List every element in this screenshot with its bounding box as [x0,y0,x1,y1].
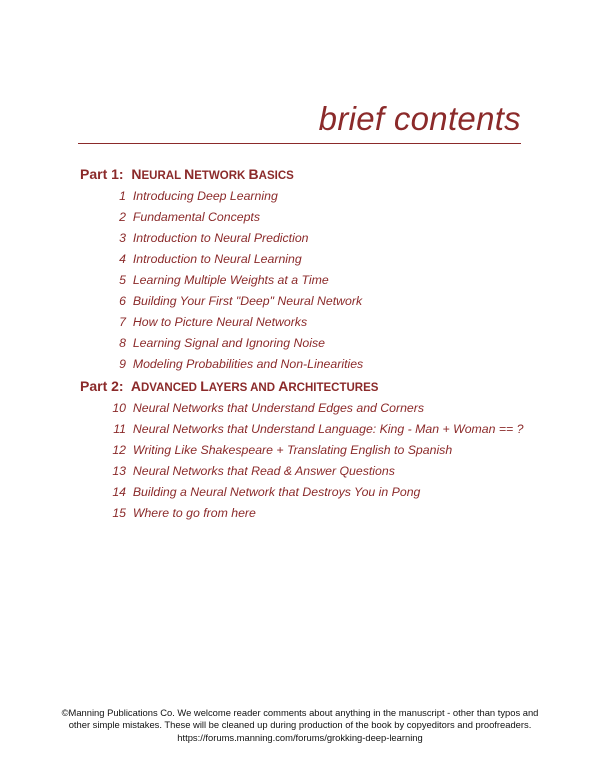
chapter-title: Building Your First "Deep" Neural Network [132,294,363,308]
chapter-entry[interactable] [110,506,256,520]
chapter-number: 10 [112,401,126,415]
chapter-title: Neural Networks that Understand Language: King - Man + Woman == ? [132,422,524,436]
part-1-letter-3: B [248,166,259,182]
chapter-title: Building a Neural Network that Destroys You in Pong [132,485,421,499]
chapter-title: Introduction to Neural Learning [132,252,302,266]
chapter-entry[interactable] [110,189,278,203]
chapter-entry[interactable] [110,294,362,308]
chapter-title: Where to go from here [132,506,256,520]
chapter-entry[interactable] [110,422,524,436]
part-1-word-1: EURAL [141,170,185,182]
part-1-label: Part 1: [80,166,124,182]
chapter-entry[interactable] [110,401,424,415]
chapter-number: 4 [119,252,126,266]
part-2-word-1: DVANCED [140,382,201,394]
chapter-title: Fundamental Concepts [132,210,260,224]
chapter-entry[interactable] [110,252,302,266]
chapter-entry[interactable] [110,336,325,350]
footer-line-2: other simple mistakes. These will be cleaned up during production of the book by copyeditors and proofreaders. [68,719,532,731]
chapter-entry[interactable] [110,443,452,457]
chapter-number: 3 [119,231,126,245]
chapter-title: Modeling Probabilities and Non-Linearities [132,357,364,371]
part-2-word-3: RCHITECTURES [288,382,379,394]
chapter-number: 15 [112,506,126,520]
part-2-label: Part 2: [80,378,124,394]
chapter-number: 11 [113,422,126,436]
part-2-letter-2: L [200,378,209,394]
footer-forum-link[interactable]: https://forums.manning.com/forums/grokking-deep-learning [177,731,423,743]
part-1-letter-1: N [131,166,142,182]
chapter-title: Writing Like Shakespeare + Translating English to Spanish [132,443,453,457]
part-2-letter-3: A [278,378,289,394]
chapter-entry[interactable] [110,485,420,499]
chapter-number: 5 [119,273,126,287]
chapter-number: 2 [119,210,126,224]
part-2-letter-1: A [130,378,141,394]
chapter-title: Learning Multiple Weights at a Time [132,273,329,287]
page-title: brief contents [318,100,521,137]
chapter-title: Neural Networks that Understand Edges and Corners [132,401,425,415]
chapter-entry[interactable] [110,273,329,287]
copyright-footer [0,707,600,744]
chapter-number: 1 [119,189,126,203]
chapter-number: 8 [119,336,126,350]
chapter-entry[interactable] [110,315,307,329]
part-1-letter-2: N [184,166,195,182]
part-2-heading[interactable] [80,378,378,394]
chapter-number: 7 [119,315,126,329]
title-rule [78,143,521,144]
chapter-entry[interactable] [110,464,395,478]
chapter-number: 6 [119,294,126,308]
part-1-word-3: ASICS [258,170,294,182]
chapter-title: How to Picture Neural Networks [132,315,308,329]
chapter-number: 13 [112,464,126,478]
part-2-word-2: AYERS AND [208,382,279,394]
chapter-entry[interactable] [110,231,309,245]
chapter-title: Introduction to Neural Prediction [132,231,309,245]
chapter-number: 12 [112,443,126,457]
chapter-title: Neural Networks that Read & Answer Questions [132,464,395,478]
chapter-number: 14 [112,485,126,499]
chapter-entry[interactable] [110,210,260,224]
footer-line-1: ©Manning Publications Co. We welcome reader comments about anything in the manuscript - other than typos and [61,707,539,718]
part-1-word-2: ETWORK [194,170,249,182]
chapter-entry[interactable] [110,357,363,371]
chapter-number: 9 [119,357,126,371]
part-1-heading[interactable] [80,166,294,182]
chapter-title: Learning Signal and Ignoring Noise [132,336,325,350]
chapter-title: Introducing Deep Learning [132,189,278,203]
